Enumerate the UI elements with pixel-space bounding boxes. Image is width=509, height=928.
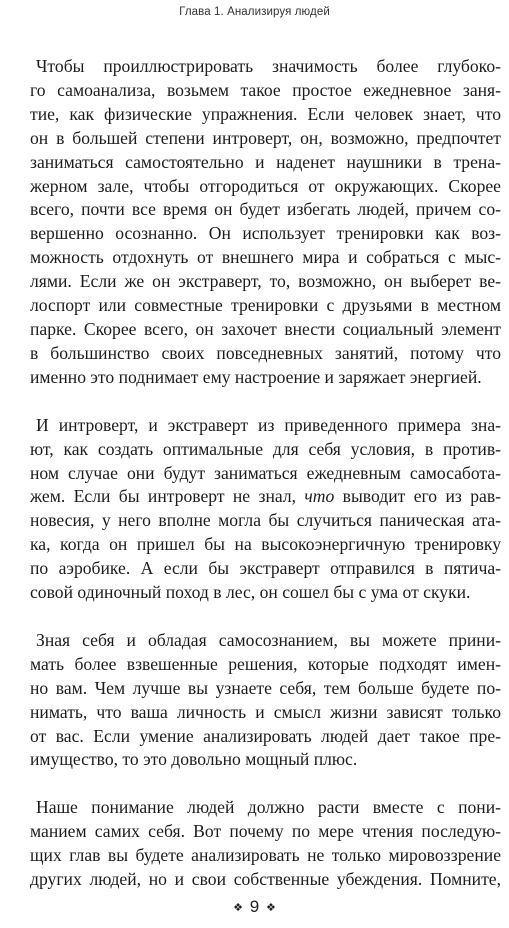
text-line: по аэробике. А если бы экстраверт отправился в пятича-	[30, 558, 501, 579]
text-line: вершенно осознанно. Он использует тренировки как воз-	[30, 223, 501, 244]
text-line: именно это поднимает ему настроение и заряжает энергией.	[30, 366, 482, 387]
text-line: нимать, что ваша личность и смысл жизни зависят только	[30, 701, 501, 722]
text-line: щих глав вы будете анализировать не только мировоззрение	[30, 845, 501, 866]
text-line: он в большей степени интроверт, он, возможно, предпочтет	[30, 127, 501, 148]
text-line: манием самих себя. Вот почему по мере чтения последую-	[30, 821, 501, 842]
text-line: имущество, то это довольно мощный плюс.	[30, 749, 358, 770]
text-line: Зная себя и обладая самосознанием, вы можете прини-	[36, 629, 501, 650]
text-line: жерном зале, чтобы отгородиться от окружающих. Скорее	[30, 175, 501, 196]
text-line: мать более взвешенные решения, которые подходят имен-	[30, 653, 501, 674]
ornament-right-icon: ❖	[266, 901, 276, 914]
text-line: можность отдохнуть от внешнего мира и собраться с мыс-	[30, 247, 501, 268]
text-line: парке. Скорее всего, он захочет внести социальный элемент	[30, 318, 501, 339]
paragraph-4	[30, 796, 501, 892]
paragraph-3	[30, 629, 501, 772]
text-line: совой одиночный поход в лес, он сошел бы с ума от скуки.	[30, 582, 471, 603]
text-line: лями. Если же он экстраверт, то, возможно, он выберет ве-	[30, 271, 501, 292]
text-line: в большинство своих повседневных занятий, потому что	[30, 342, 501, 363]
text-line: ют, как создать оптимальные для себя условия, в против-	[30, 438, 501, 459]
text-line: го самоанализа, возьмем такое простое ежедневное заня-	[30, 79, 501, 100]
text-line: ка, когда он пришел бы на высокоэнергичную тренировку	[30, 534, 501, 555]
text-line: других людей, но и свои собственные убеждения. Помните,	[30, 869, 501, 890]
page-number: 9	[249, 897, 260, 916]
text-line: всего, почти все время он будет избегать людей, причем со-	[30, 199, 501, 220]
body-text	[30, 55, 501, 916]
text-line: Чтобы проиллюстрировать значимость более глубоко-	[36, 56, 501, 76]
text-line: ном случае они будут заниматься ежедневным самосабота-	[30, 462, 501, 483]
page-footer	[0, 897, 509, 917]
text-line: но вам. Чем лучше вы узнаете себя, тем больше будете по-	[30, 677, 501, 698]
text-line: новесия, у него вполне могла бы случиться паническая ата-	[30, 510, 501, 531]
text-line: жем. Если бы интроверт не знал, что выводит его из рав-	[30, 486, 501, 507]
ornament-left-icon: ❖	[233, 901, 243, 914]
running-head: Глава 1. Анализируя людей	[179, 6, 330, 18]
text-line: Наше понимание людей должно расти вместе с пони-	[36, 797, 501, 818]
paragraph-1	[30, 55, 501, 390]
text-line: И интроверт, и экстраверт из приведенного примера зна-	[36, 414, 501, 435]
emphasis: что	[304, 486, 335, 507]
text-line: заниматься самостоятельно и наденет наушники в трена-	[30, 151, 501, 172]
text-line: тие, как физические упражнения. Если человек знает, что	[30, 103, 501, 124]
paragraph-2	[30, 414, 501, 605]
text-line: лоспорт или совместные тренировки с друзьями в местном	[30, 295, 501, 316]
text-line: от вас. Если умение анализировать людей дает такое пре-	[30, 725, 501, 746]
